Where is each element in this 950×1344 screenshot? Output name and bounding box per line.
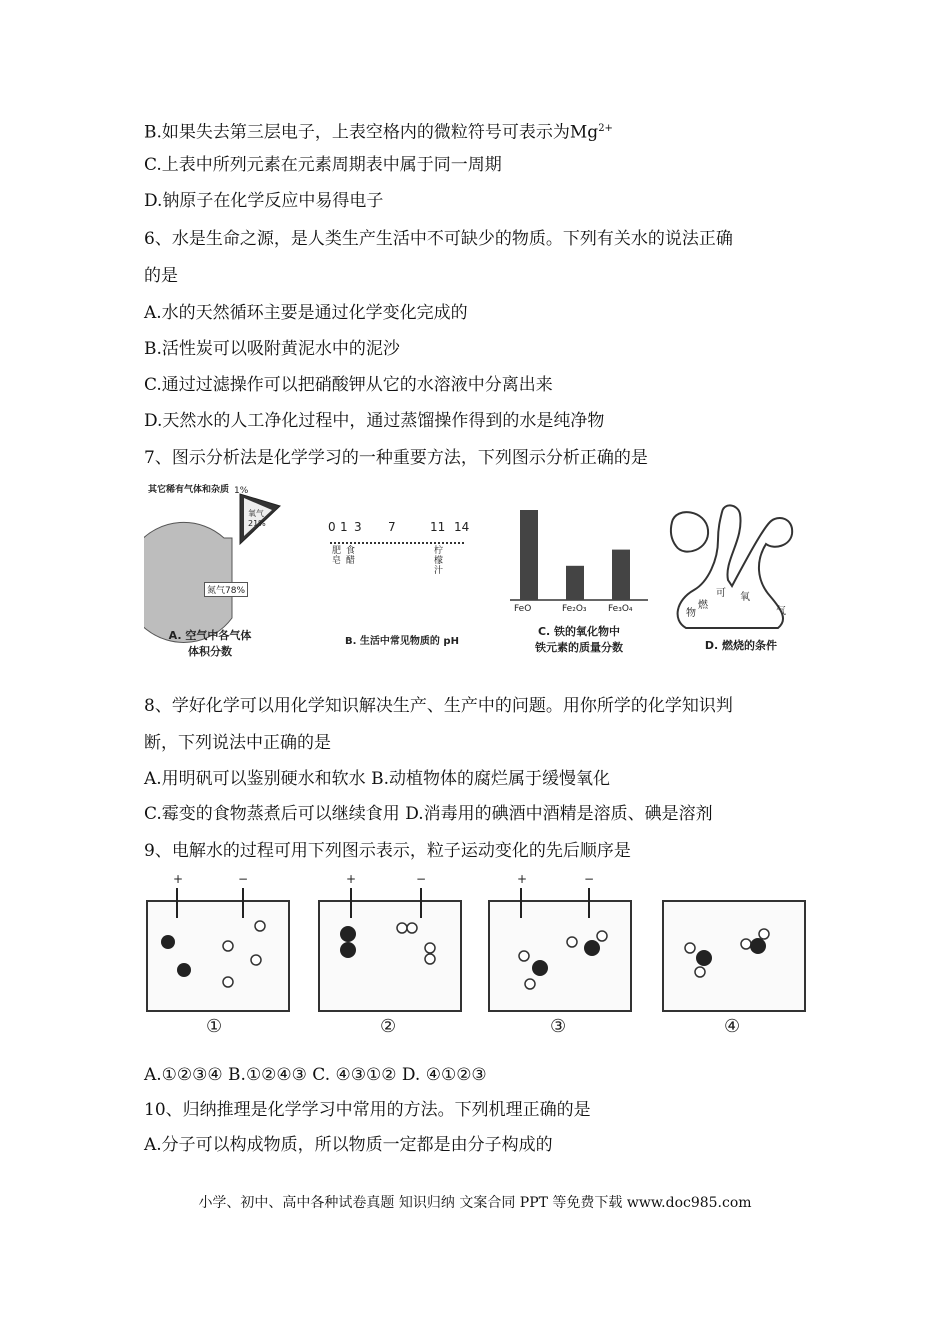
box1-number: ① [206,1016,223,1037]
box4-number: ④ [724,1016,741,1037]
hydrogen-atom [525,979,535,989]
hydrogen-atom [425,943,435,953]
bar-cat-fe3o4: Fe₃O₄ [608,604,633,614]
ph-item-vinegar: 食醋 [346,546,356,566]
fig7-b-caption: B. 生活中常见物质的 pH [345,636,459,647]
hydrogen-atom [407,923,417,933]
option-d-line: D.钠原子在化学反应中易得电子 [144,191,384,211]
q8-options-cd: C.霉变的食物蒸煮后可以继续食用 D.消毒用的碘酒中酒精是溶质、碘是溶剂 [144,804,713,824]
question-8-cont: 断，下列说法中正确的是 [144,733,331,753]
question-8: 8、学好化学可以用化学知识解决生产、生产中的问题。用你所学的化学知识判 [144,696,733,716]
other-gas-label: 其它稀有气体和杂质 [148,485,230,495]
fig7-a-caption-1: A. 空气中各气体 [168,629,252,642]
question-7: 7、图示分析法是化学学习的一种重要方法，下列图示分析正确的是 [144,448,648,468]
box2-plus-sign: + [346,872,357,886]
box2-number: ② [380,1016,397,1037]
oxygen-atom [177,963,191,977]
fig9-particles-svg [140,872,810,1052]
bar-cat-fe2o3: Fe₂O₃ [562,604,587,614]
other-gas-pct: 1% [234,486,249,496]
bar-cat-feo: FeO [514,604,532,614]
box3-plus-sign: + [517,872,528,886]
fig7-b-ph-scale [322,520,492,660]
box3-number: ③ [550,1016,567,1037]
hydrogen-atom [255,921,265,931]
question-6: 6、水是生命之源，是人类生产生活中不可缺少的物质。下列有关水的说法正确 [144,229,733,249]
ph-tick-11: 11 [430,520,446,534]
ph-item-lemon: 柠檬汁 [434,546,444,576]
fig7-c-bar-chart [504,490,654,665]
fig7-a-pie-chart [144,478,314,668]
hydrogen-atom [425,954,435,964]
hydrogen-atom [741,939,751,949]
ph-tick-7: 7 [388,520,396,534]
oxygen-atom [584,940,600,956]
q10-option-a: A.分子可以构成物质，所以物质一定都是由分子构成的 [144,1135,553,1155]
q8-options-ab: A.用明矾可以鉴别硬水和软水 B.动植物体的腐烂属于缓慢氧化 [144,769,610,789]
hydrogen-atom [567,937,577,947]
label-yang: 氧 [740,592,750,603]
box3-minus-sign: − [584,872,595,886]
circle-shape-left [671,512,708,552]
option-b-line [144,118,613,144]
option-b-text: B.如果失去第三层电子，上表空格内的微粒符号可表示为Mg [144,122,599,143]
fig7-d-combustion-diagram [666,500,812,665]
oxygen-atom [750,938,766,954]
hydrogen-atom [223,977,233,987]
ph-tick-14: 14 [454,520,470,534]
hydrogen-atom [685,943,695,953]
nitrogen-label: 氮气78% [204,582,248,597]
bar-2 [612,550,630,600]
hydrogen-atom [695,967,705,977]
ph-axis-line [330,542,464,544]
oxygen-atom [340,926,356,942]
fig7-a-caption-2: 体积分数 [188,645,232,658]
oxygen-atom [340,942,356,958]
q6-option-d: D.天然水的人工净化过程中，通过蒸馏操作得到的水是纯净物 [144,411,605,431]
box2-minus-sign: − [416,872,427,886]
ph-tick-0: 0 [328,520,336,534]
q6-option-b: B.活性炭可以吸附黄泥水中的泥沙 [144,339,400,359]
hydrogen-atom [251,955,261,965]
ph-tick-3: 3 [354,520,362,534]
oxygen-atom [532,960,548,976]
fig7-c-caption-1: C. 铁的氧化物中 [537,625,621,638]
q6-option-c: C.通过过滤操作可以把硝酸钾从它的水溶液中分离出来 [144,375,553,395]
question-10: 10、归纳推理是化学学习中常用的方法。下列机理正确的是 [144,1100,591,1120]
question-9: 9、电解水的过程可用下列图示表示，粒子运动变化的先后顺序是 [144,841,631,861]
label-qi: 气 [776,606,786,617]
label-ran: 燃 [698,600,708,611]
label-wu: 物 [686,608,696,619]
q9-options: A.①②③④ B.①②④③ C. ④③①② D. ④①②③ [144,1065,487,1085]
bar-0 [520,510,538,600]
question-6-cont: 的是 [144,266,178,286]
fig7-d-caption: D. 燃烧的条件 [704,639,778,652]
ph-tick-1: 1 [340,520,348,534]
q6-option-a: A.水的天然循环主要是通过化学变化完成的 [144,303,468,323]
label-ke: 可 [716,588,726,599]
mg-charge-superscript: 2+ [598,123,613,134]
oxygen-atom [161,935,175,949]
page-footer: 小学、初中、高中各种试卷真题 知识归纳 文案合同 PPT 等免费下载 www.doc985.com [198,1195,752,1211]
bar-1 [566,566,584,600]
box1-plus-sign: + [173,872,184,886]
option-c-line: C.上表中所列元素在元素周期表中属于同一周期 [144,155,502,175]
box1-minus-sign: − [238,872,249,886]
hydrogen-atom [759,929,769,939]
hydrogen-atom [597,931,607,941]
oxygen-label: 氧气21% [248,509,266,528]
hydrogen-atom [223,941,233,951]
oxygen-atom [696,950,712,966]
hydrogen-atom [519,951,529,961]
ph-item-soap: 肥皂 [332,546,342,566]
fig7-c-caption-2: 铁元素的质量分数 [535,641,623,654]
fig7-c-bar-svg [504,490,654,620]
fig9-electrolysis-figure [140,872,810,1052]
hydrogen-atom [397,923,407,933]
